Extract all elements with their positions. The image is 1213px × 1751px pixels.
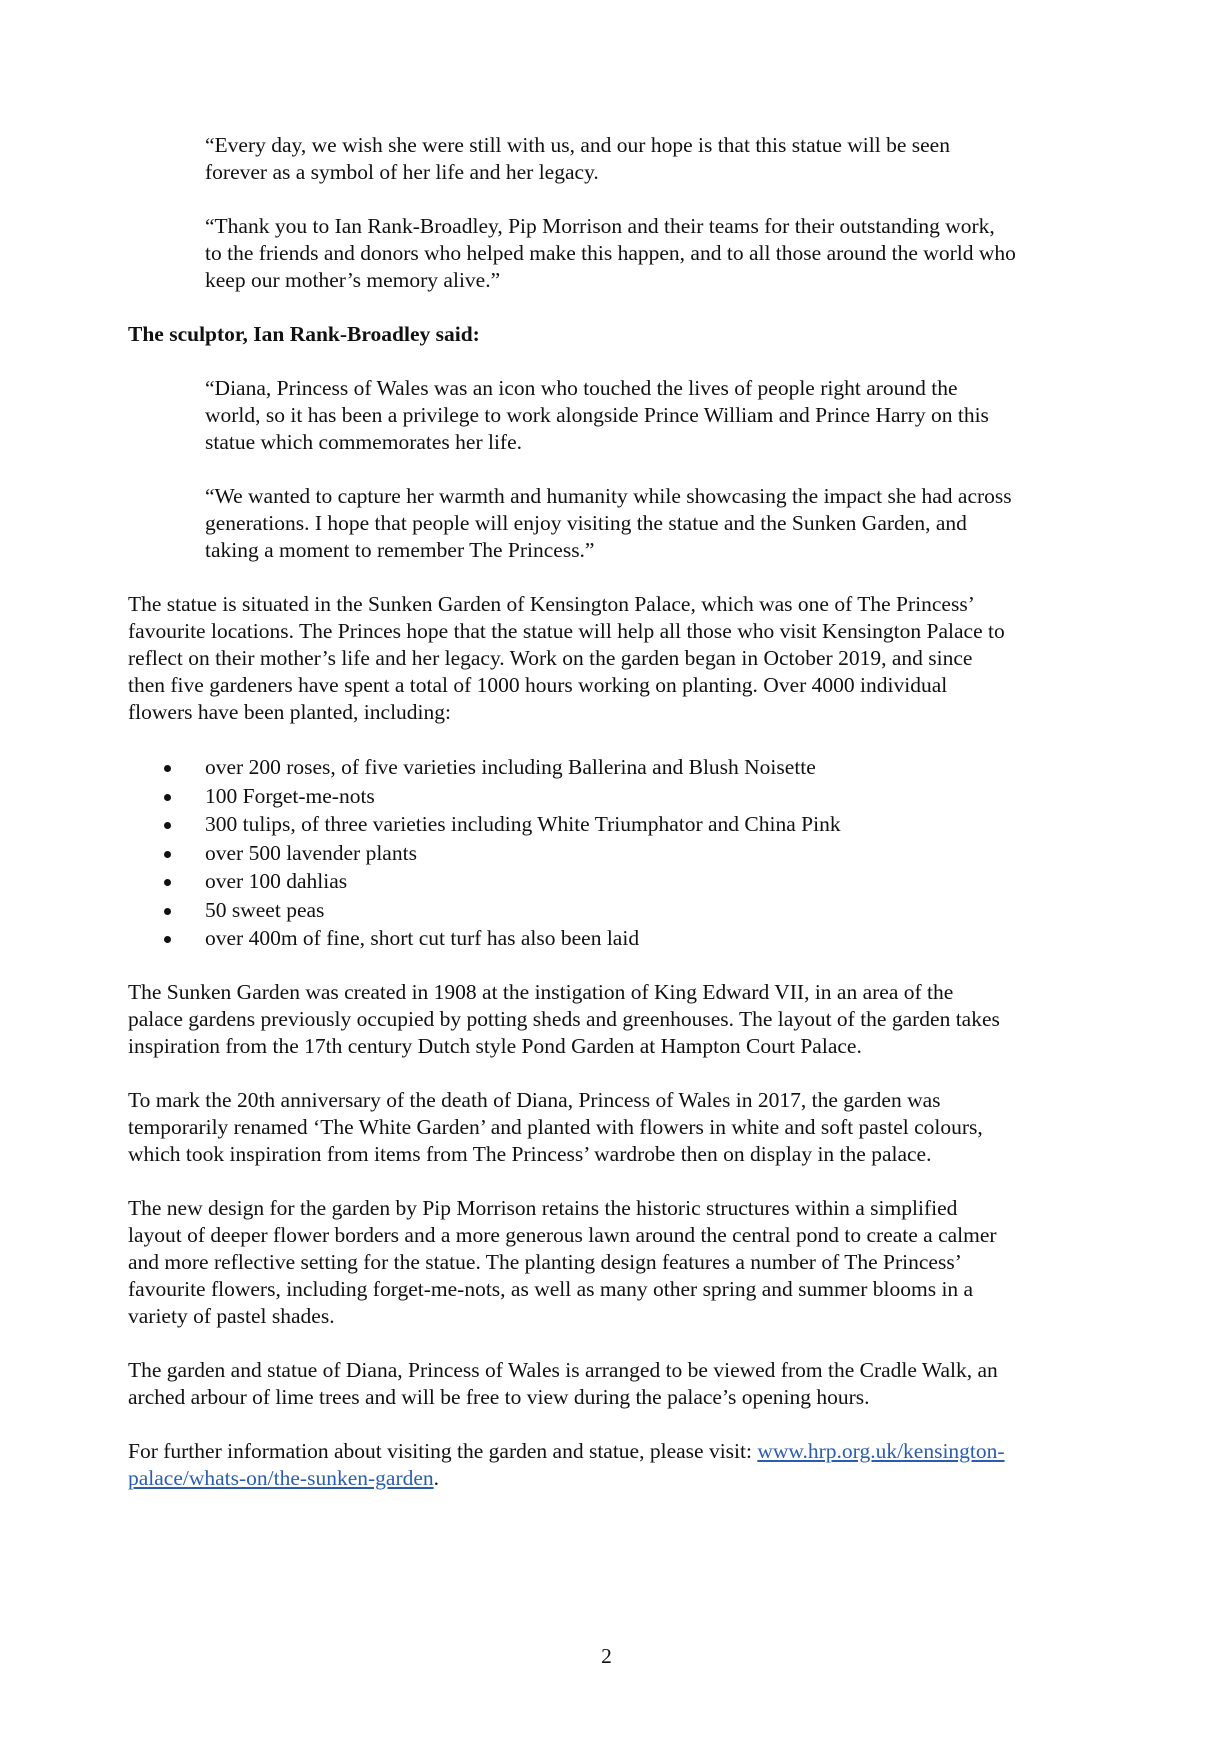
quote-line: keep our mother’s memory alive.” xyxy=(205,268,501,292)
quote-line: forever as a symbol of her life and her legacy. xyxy=(205,160,599,184)
paragraph-line: which took inspiration from items from The Princess’ wardrobe then on display in the palace. xyxy=(128,1142,932,1166)
list-item-text: 300 tulips, of three varieties including White Triumphator and China Pink xyxy=(205,812,841,836)
list-item-text: over 100 dahlias xyxy=(205,869,348,893)
list-item-text: 100 Forget-me-nots xyxy=(205,784,375,808)
bullet-icon xyxy=(164,936,171,943)
paragraph-line: then five gardeners have spent a total of 1000 hours working on planting. Over 4000 individual xyxy=(128,673,948,697)
paragraph-line: The garden and statue of Diana, Princess of Wales is arranged to be viewed from the Cradle Walk, an xyxy=(128,1358,998,1382)
quote-line: world, so it has been a privilege to work alongside Prince William and Prince Harry on this xyxy=(205,403,989,427)
further-info-trailing: . xyxy=(433,1466,440,1490)
paragraph-line: flowers have been planted, including: xyxy=(128,700,451,724)
paragraph-line: favourite flowers, including forget-me-nots, as well as many other spring and summer blooms in a xyxy=(128,1277,974,1301)
sunken-garden-link[interactable]: www.hrp.org.uk/kensington- xyxy=(757,1439,1005,1463)
list-item-text: over 400m of fine, short cut turf has also been laid xyxy=(205,926,640,950)
paragraph-line: To mark the 20th anniversary of the death of Diana, Princess of Wales in 2017, the garden was xyxy=(128,1088,941,1112)
further-info-text: For further information about visiting the garden and statue, please visit: xyxy=(128,1439,758,1463)
paragraph-line: The statue is situated in the Sunken Garden of Kensington Palace, which was one of The Princess’ xyxy=(128,592,975,616)
quote-line: generations. I hope that people will enjoy visiting the statue and the Sunken Garden, and xyxy=(205,511,967,535)
list-item-text: over 500 lavender plants xyxy=(205,841,417,865)
bullet-icon xyxy=(164,851,171,858)
quote-line: “Diana, Princess of Wales was an icon who touched the lives of people right around the xyxy=(205,376,958,400)
bullet-icon xyxy=(164,879,171,886)
quote-line: “Thank you to Ian Rank-Broadley, Pip Morrison and their teams for their outstanding work, xyxy=(205,214,995,238)
quote-line: statue which commemorates her life. xyxy=(205,430,523,454)
bullet-icon xyxy=(164,822,171,829)
quote-line: taking a moment to remember The Princess.” xyxy=(205,538,595,562)
bullet-icon xyxy=(164,765,171,772)
list-item-text: 50 sweet peas xyxy=(205,898,325,922)
paragraph-line: The new design for the garden by Pip Morrison retains the historic structures within a simplified xyxy=(128,1196,958,1220)
page-number: 2 xyxy=(601,1644,612,1668)
further-info-line-1 xyxy=(128,1438,1005,1465)
paragraph-line: reflect on their mother’s life and her legacy. Work on the garden began in October 2019, and since xyxy=(128,646,973,670)
paragraph-line: The Sunken Garden was created in 1908 at the instigation of King Edward VII, in an area of the xyxy=(128,980,954,1004)
bullet-icon xyxy=(164,794,171,801)
paragraph-line: and more reflective setting for the statue. The planting design features a number of The Princess’ xyxy=(128,1250,962,1274)
paragraph-line: favourite locations. The Princes hope that the statue will help all those who visit Kensington Palace to xyxy=(128,619,1005,643)
paragraph-line: temporarily renamed ‘The White Garden’ and planted with flowers in white and soft pastel colours, xyxy=(128,1115,983,1139)
sculptor-heading: The sculptor, Ian Rank-Broadley said: xyxy=(128,322,480,346)
quote-line: “Every day, we wish she were still with us, and our hope is that this statue will be seen xyxy=(205,133,950,157)
paragraph-line: arched arbour of lime trees and will be free to view during the palace’s opening hours. xyxy=(128,1385,870,1409)
bullet-icon xyxy=(164,908,171,915)
further-info-line-2 xyxy=(128,1465,439,1492)
sunken-garden-link-continued[interactable]: palace/whats-on/the-sunken-garden xyxy=(128,1466,434,1490)
quote-line: “We wanted to capture her warmth and humanity while showcasing the impact she had across xyxy=(205,484,1012,508)
paragraph-line: variety of pastel shades. xyxy=(128,1304,335,1328)
list-item-text: over 200 roses, of five varieties including Ballerina and Blush Noisette xyxy=(205,755,816,779)
paragraph-line: inspiration from the 17th century Dutch style Pond Garden at Hampton Court Palace. xyxy=(128,1034,862,1058)
paragraph-line: layout of deeper flower borders and a more generous lawn around the central pond to create a calmer xyxy=(128,1223,997,1247)
quote-line: to the friends and donors who helped make this happen, and to all those around the world who xyxy=(205,241,1016,265)
paragraph-line: palace gardens previously occupied by potting sheds and greenhouses. The layout of the garden takes xyxy=(128,1007,1000,1031)
